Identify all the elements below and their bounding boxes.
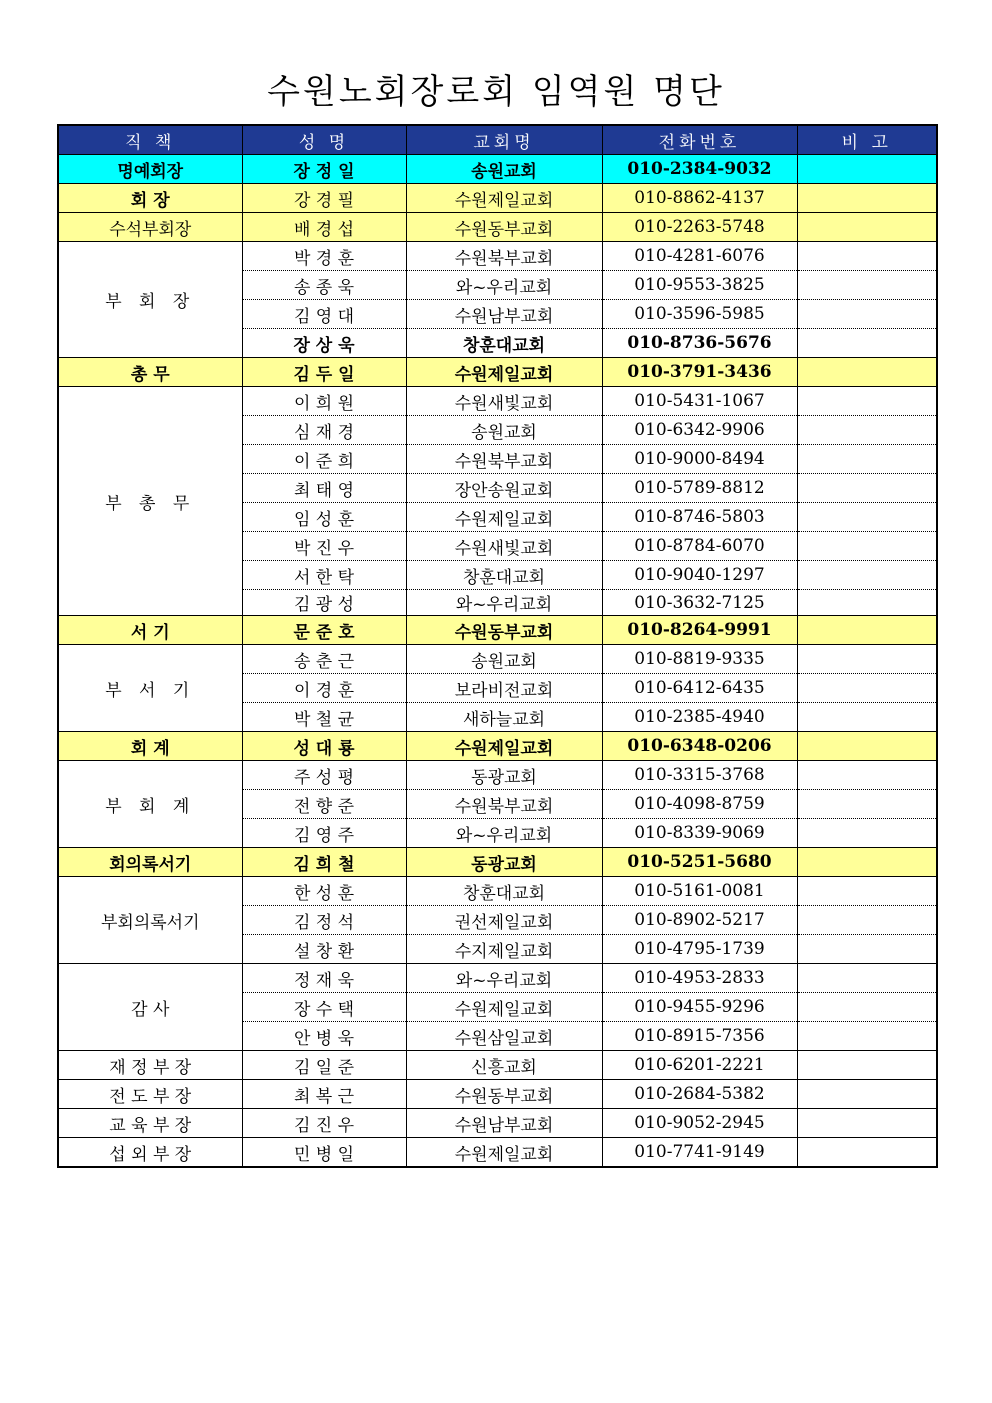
table-row	[58, 184, 937, 213]
church-cell: 수원북부교회	[406, 445, 602, 474]
phone-cell: 010-3596-5985	[602, 300, 797, 329]
church-cell: 수원제일교회	[406, 1138, 602, 1168]
name-cell: 설 창 환	[242, 935, 406, 964]
table-row	[58, 645, 937, 674]
note-cell	[797, 358, 937, 387]
note-cell	[797, 761, 937, 790]
phone-cell: 010-8264-9991	[602, 616, 797, 645]
note-cell	[797, 1022, 937, 1051]
phone-cell: 010-5161-0081	[602, 877, 797, 906]
note-cell	[797, 819, 937, 848]
table-row	[58, 616, 937, 645]
name-cell: 김 두 일	[242, 358, 406, 387]
phone-cell: 010-2385-4940	[602, 703, 797, 732]
note-cell	[797, 1080, 937, 1109]
phone-cell: 010-8819-9335	[602, 645, 797, 674]
church-cell: 와~우리교회	[406, 819, 602, 848]
church-cell: 동광교회	[406, 761, 602, 790]
phone-cell: 010-2263-5748	[602, 213, 797, 242]
church-cell: 수원새빛교회	[406, 387, 602, 416]
name-cell: 한 성 훈	[242, 877, 406, 906]
church-cell: 동광교회	[406, 848, 602, 877]
church-cell: 송원교회	[406, 416, 602, 445]
note-cell	[797, 532, 937, 561]
phone-cell: 010-6201-2221	[602, 1051, 797, 1080]
church-cell: 신흥교회	[406, 1051, 602, 1080]
church-cell: 와~우리교회	[406, 964, 602, 993]
name-cell: 정 재 욱	[242, 964, 406, 993]
phone-cell: 010-7741-9149	[602, 1138, 797, 1168]
phone-cell: 010-4098-8759	[602, 790, 797, 819]
position-cell: 부회의록서기	[58, 877, 242, 964]
name-cell: 최 복 근	[242, 1080, 406, 1109]
phone-cell: 010-5251-5680	[602, 848, 797, 877]
name-cell: 김 진 우	[242, 1109, 406, 1138]
name-cell: 임 성 훈	[242, 503, 406, 532]
position-cell: 섭 외 부 장	[58, 1138, 242, 1168]
name-cell: 박 진 우	[242, 532, 406, 561]
position-cell: 총 무	[58, 358, 242, 387]
note-cell	[797, 877, 937, 906]
note-cell	[797, 561, 937, 590]
phone-cell: 010-2684-5382	[602, 1080, 797, 1109]
phone-cell: 010-5789-8812	[602, 474, 797, 503]
church-cell: 수원동부교회	[406, 1080, 602, 1109]
position-cell: 재 정 부 장	[58, 1051, 242, 1080]
church-cell: 새하늘교회	[406, 703, 602, 732]
name-cell: 박 철 균	[242, 703, 406, 732]
name-cell: 문 준 호	[242, 616, 406, 645]
note-cell	[797, 1138, 937, 1168]
church-cell: 수지제일교회	[406, 935, 602, 964]
header-position: 직 책	[58, 125, 242, 155]
phone-cell: 010-9553-3825	[602, 271, 797, 300]
note-cell	[797, 1051, 937, 1080]
church-cell: 수원제일교회	[406, 358, 602, 387]
name-cell: 송 종 욱	[242, 271, 406, 300]
note-cell	[797, 993, 937, 1022]
name-cell: 김 광 성	[242, 590, 406, 616]
note-cell	[797, 271, 937, 300]
phone-cell: 010-6348-0206	[602, 732, 797, 761]
church-cell: 창훈대교회	[406, 561, 602, 590]
page-title: 수원노회장로회 임역원 명단	[267, 72, 725, 112]
table-row	[58, 761, 937, 790]
church-cell: 수원제일교회	[406, 993, 602, 1022]
phone-cell: 010-9052-2945	[602, 1109, 797, 1138]
name-cell: 강 경 필	[242, 184, 406, 213]
name-cell: 장 정 일	[242, 155, 406, 184]
church-cell: 창훈대교회	[406, 329, 602, 358]
name-cell: 성 대 룡	[242, 732, 406, 761]
note-cell	[797, 474, 937, 503]
position-cell: 부 회 계	[58, 761, 242, 848]
phone-cell: 010-9040-1297	[602, 561, 797, 590]
note-cell	[797, 242, 937, 271]
note-cell	[797, 964, 937, 993]
table-row	[58, 1051, 937, 1080]
church-cell: 창훈대교회	[406, 877, 602, 906]
officer-roster-table	[57, 124, 938, 1168]
table-row	[58, 213, 937, 242]
name-cell: 안 병 욱	[242, 1022, 406, 1051]
name-cell: 김 영 대	[242, 300, 406, 329]
phone-cell: 010-3791-3436	[602, 358, 797, 387]
name-cell: 주 성 평	[242, 761, 406, 790]
church-cell: 수원남부교회	[406, 1109, 602, 1138]
name-cell: 최 태 영	[242, 474, 406, 503]
name-cell: 서 한 탁	[242, 561, 406, 590]
position-cell: 감 사	[58, 964, 242, 1051]
position-cell: 회의록서기	[58, 848, 242, 877]
name-cell: 배 경 섭	[242, 213, 406, 242]
church-cell: 수원새빛교회	[406, 532, 602, 561]
position-cell: 부 회 장	[58, 242, 242, 358]
note-cell	[797, 300, 937, 329]
note-cell	[797, 732, 937, 761]
note-cell	[797, 645, 937, 674]
note-cell	[797, 1109, 937, 1138]
phone-cell: 010-9455-9296	[602, 993, 797, 1022]
header-church: 교회명	[406, 125, 602, 155]
name-cell: 장 상 욱	[242, 329, 406, 358]
note-cell	[797, 387, 937, 416]
church-cell: 수원북부교회	[406, 242, 602, 271]
church-cell: 송원교회	[406, 645, 602, 674]
note-cell	[797, 184, 937, 213]
church-cell: 장안송원교회	[406, 474, 602, 503]
position-cell: 서 기	[58, 616, 242, 645]
table-row	[58, 1080, 937, 1109]
phone-cell: 010-2384-9032	[602, 155, 797, 184]
church-cell: 수원북부교회	[406, 790, 602, 819]
position-cell: 수석부회장	[58, 213, 242, 242]
position-cell: 부 총 무	[58, 387, 242, 616]
table-row	[58, 848, 937, 877]
phone-cell: 010-4281-6076	[602, 242, 797, 271]
table-row	[58, 155, 937, 184]
name-cell: 전 향 준	[242, 790, 406, 819]
phone-cell: 010-8915-7356	[602, 1022, 797, 1051]
phone-cell: 010-3632-7125	[602, 590, 797, 616]
table-header-row	[58, 125, 937, 155]
table-row	[58, 1138, 937, 1168]
church-cell: 수원제일교회	[406, 184, 602, 213]
phone-cell: 010-8736-5676	[602, 329, 797, 358]
note-cell	[797, 416, 937, 445]
name-cell: 송 춘 근	[242, 645, 406, 674]
church-cell: 수원동부교회	[406, 213, 602, 242]
note-cell	[797, 848, 937, 877]
phone-cell: 010-4953-2833	[602, 964, 797, 993]
table-row	[58, 242, 937, 271]
name-cell: 김 영 주	[242, 819, 406, 848]
note-cell	[797, 935, 937, 964]
name-cell: 민 병 일	[242, 1138, 406, 1168]
name-cell: 이 준 희	[242, 445, 406, 474]
phone-cell: 010-8339-9069	[602, 819, 797, 848]
name-cell: 이 희 원	[242, 387, 406, 416]
table-row	[58, 1109, 937, 1138]
name-cell: 장 수 택	[242, 993, 406, 1022]
name-cell: 김 희 철	[242, 848, 406, 877]
name-cell: 박 경 훈	[242, 242, 406, 271]
note-cell	[797, 590, 937, 616]
church-cell: 권선제일교회	[406, 906, 602, 935]
note-cell	[797, 329, 937, 358]
phone-cell: 010-8746-5803	[602, 503, 797, 532]
church-cell: 수원남부교회	[406, 300, 602, 329]
phone-cell: 010-8784-6070	[602, 532, 797, 561]
phone-cell: 010-8902-5217	[602, 906, 797, 935]
position-cell: 회 계	[58, 732, 242, 761]
note-cell	[797, 790, 937, 819]
table-row	[58, 387, 937, 416]
note-cell	[797, 503, 937, 532]
church-cell: 와~우리교회	[406, 590, 602, 616]
note-cell	[797, 155, 937, 184]
position-cell: 회 장	[58, 184, 242, 213]
position-cell: 명예회장	[58, 155, 242, 184]
phone-cell: 010-6412-6435	[602, 674, 797, 703]
table-row	[58, 358, 937, 387]
table-row	[58, 964, 937, 993]
table-row	[58, 877, 937, 906]
phone-cell: 010-4795-1739	[602, 935, 797, 964]
name-cell: 이 경 훈	[242, 674, 406, 703]
church-cell: 수원동부교회	[406, 616, 602, 645]
church-cell: 수원제일교회	[406, 503, 602, 532]
phone-cell: 010-3315-3768	[602, 761, 797, 790]
position-cell: 교 육 부 장	[58, 1109, 242, 1138]
table-row	[58, 732, 937, 761]
church-cell: 수원삼일교회	[406, 1022, 602, 1051]
name-cell: 김 일 준	[242, 1051, 406, 1080]
header-phone: 전화번호	[602, 125, 797, 155]
note-cell	[797, 906, 937, 935]
note-cell	[797, 674, 937, 703]
phone-cell: 010-5431-1067	[602, 387, 797, 416]
position-cell: 전 도 부 장	[58, 1080, 242, 1109]
note-cell	[797, 213, 937, 242]
church-cell: 보라비전교회	[406, 674, 602, 703]
church-cell: 수원제일교회	[406, 732, 602, 761]
name-cell: 심 재 경	[242, 416, 406, 445]
phone-cell: 010-8862-4137	[602, 184, 797, 213]
note-cell	[797, 703, 937, 732]
header-name: 성 명	[242, 125, 406, 155]
header-note: 비 고	[797, 125, 937, 155]
note-cell	[797, 445, 937, 474]
position-cell: 부 서 기	[58, 645, 242, 732]
church-cell: 송원교회	[406, 155, 602, 184]
phone-cell: 010-9000-8494	[602, 445, 797, 474]
church-cell: 와~우리교회	[406, 271, 602, 300]
phone-cell: 010-6342-9906	[602, 416, 797, 445]
name-cell: 김 정 석	[242, 906, 406, 935]
note-cell	[797, 616, 937, 645]
